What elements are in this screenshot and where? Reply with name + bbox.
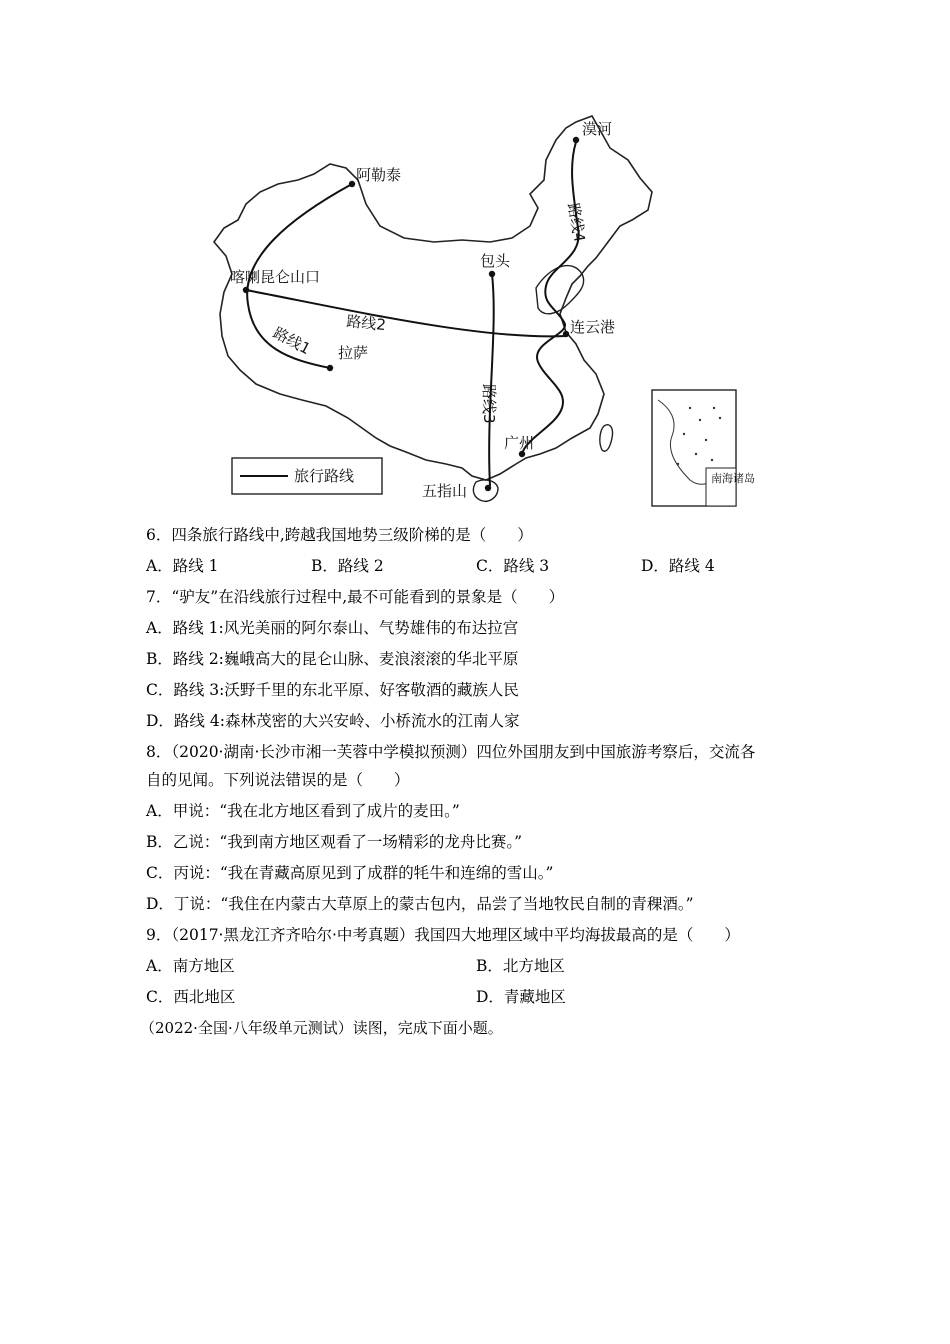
bohai-bay (536, 266, 584, 314)
q9-option-a: A．南方地区 (146, 957, 235, 975)
route-4-label: 路线4 (564, 201, 589, 244)
q6-stem: 6．四条旅行路线中,跨越我国地势三级阶梯的是（ ） (146, 526, 533, 544)
route-4-line (522, 142, 579, 454)
wuzhishan-dot (485, 485, 491, 491)
q7-option-b: B．路线 2:巍峨高大的昆仑山脉、麦浪滚滚的华北平原 (146, 650, 519, 668)
q8-stem-line2: 自的见闻。下列说法错误的是（ ） (146, 771, 410, 789)
route-1-label: 路线1 (270, 323, 314, 359)
route-2-line (246, 290, 566, 336)
q6-option-d: D．路线 4 (641, 557, 715, 575)
q6-option-b: B．路线 2 (311, 557, 384, 575)
taiwan-island (600, 425, 613, 452)
q8-option-d: D．丁说：“我住在内蒙古大草原上的蒙古包内，品尝了当地牧民自制的青稞酒。” (146, 895, 694, 913)
q7-option-d: D．路线 4:森林茂密的大兴安岭、小桥流水的江南人家 (146, 712, 520, 730)
q9-stem: 9．（2017·黑龙江齐齐哈尔·中考真题）我国四大地理区域中平均海拔最高的是（ ） (146, 926, 740, 944)
baotou-label: 包头 (480, 252, 511, 270)
karakoram-dot (243, 287, 249, 293)
china-border (214, 116, 652, 480)
guangzhou-label: 广州 (504, 434, 535, 452)
mohe-label: 漠河 (582, 120, 613, 138)
next-section-intro: （2022·全国·八年级单元测试）读图，完成下面小题。 (140, 1019, 503, 1037)
altay-dot (349, 181, 355, 187)
inset-label: 南海诸岛 (711, 472, 755, 485)
legend-label: 旅行路线 (294, 467, 355, 485)
q8-stem-line1: 8．（2020·湖南·长沙市湘一芙蓉中学模拟预测）四位外国朋友到中国旅游考察后，交流各 (146, 743, 756, 761)
route-3-label: 路线3 (480, 384, 498, 424)
q9-option-d: D．青藏地区 (476, 988, 566, 1006)
q8-option-a: A．甲说：“我在北方地区看到了成片的麦田。” (146, 802, 460, 820)
lhasa-label: 拉萨 (338, 344, 369, 362)
q8-option-b: B．乙说：“我到南方地区观看了一场精彩的龙舟比赛。” (146, 833, 522, 851)
china-travel-route-map (200, 108, 760, 508)
q6-option-c: C．路线 3 (476, 557, 550, 575)
lianyungang-label: 连云港 (570, 318, 616, 336)
q8-option-c: C．丙说：“我在青藏高原见到了成群的牦牛和连绵的雪山。” (146, 864, 554, 882)
q7-option-c: C．路线 3:沃野千里的东北平原、好客敬酒的藏族人民 (146, 681, 519, 699)
q6-option-a: A．路线 1 (146, 557, 219, 575)
wuzhishan-label: 五指山 (422, 482, 468, 500)
karakoram-label: 喀喇昆仑山口 (230, 268, 321, 286)
q7-option-a: A．路线 1:风光美丽的阿尔泰山、气势雄伟的布达拉宫 (146, 619, 519, 637)
mohe-dot (573, 137, 579, 143)
q7-stem: 7．“驴友”在沿线旅行过程中,最不可能看到的景象是（ ） (146, 588, 565, 606)
q9-option-c: C．西北地区 (146, 988, 236, 1006)
lhasa-dot (327, 365, 333, 371)
baotou-dot (489, 271, 495, 277)
hainan-island (473, 480, 498, 501)
altay-label: 阿勒泰 (356, 166, 402, 184)
route-3-line (489, 274, 494, 486)
q9-option-b: B．北方地区 (476, 957, 565, 975)
route-2-label: 路线2 (345, 312, 387, 335)
lianyungang-dot (563, 331, 569, 337)
